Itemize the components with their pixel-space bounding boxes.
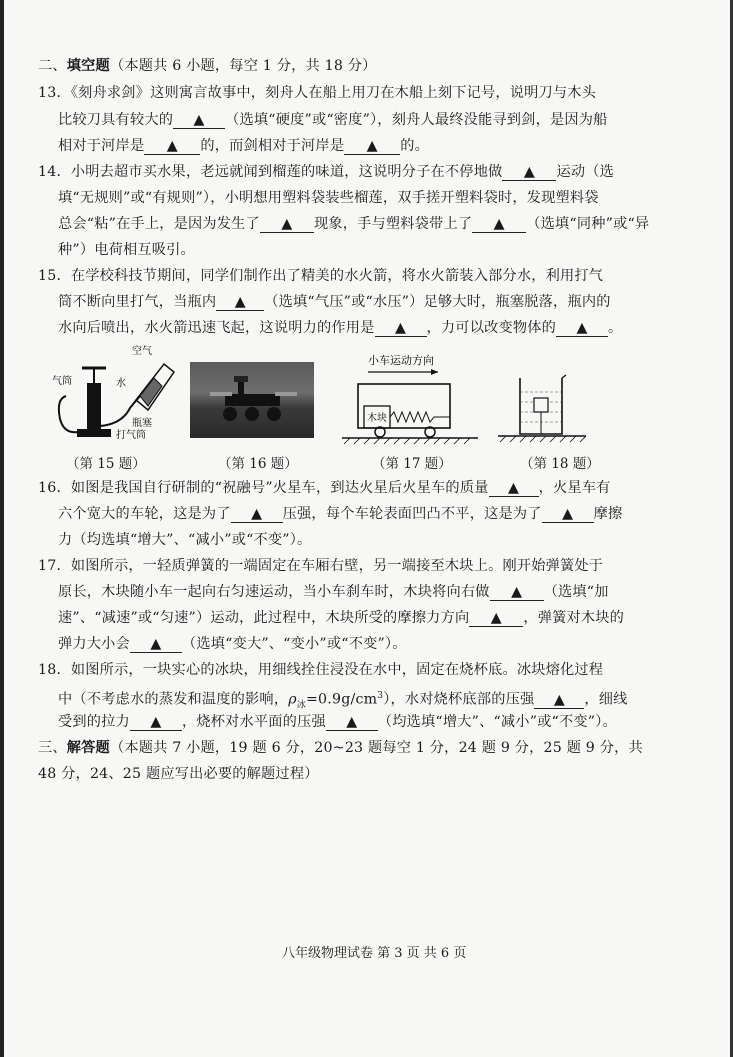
q13-line-2 <box>58 110 608 130</box>
blank-mark: ▲ <box>346 714 358 730</box>
q14-line-1 <box>38 162 614 182</box>
q18-line-1 <box>38 660 603 680</box>
section-number: 三、 <box>38 740 67 756</box>
pump-base <box>78 430 110 436</box>
label-water: 水 <box>116 378 126 389</box>
answer-blank[interactable] <box>534 692 584 709</box>
answer-blank[interactable] <box>144 138 200 155</box>
blank-mark: ▲ <box>511 584 523 600</box>
blank-mark: ▲ <box>508 480 520 496</box>
ice-block <box>534 398 548 412</box>
text: 运动（选 <box>556 164 615 180</box>
answer-blank[interactable] <box>231 506 283 523</box>
blank-mark: ▲ <box>193 112 205 128</box>
section-title: 解答题 <box>66 740 110 756</box>
blank-mark: ▲ <box>166 138 178 154</box>
figure-18-beaker-ice <box>496 372 588 444</box>
text: 比较刀具有较大的 <box>58 112 174 128</box>
section-note: （本题共 6 小题，每空 1 分，共 18 分） <box>109 58 377 74</box>
blank-mark: ▲ <box>576 320 588 336</box>
blank-mark: ▲ <box>281 216 293 232</box>
q17-line-3 <box>58 608 624 628</box>
text: 总会“粘”在手上，是因为发生了 <box>58 216 260 232</box>
q15-line-3 <box>58 318 622 338</box>
text: 的，而剑相对于河岸是 <box>200 138 345 154</box>
text: 相对于河岸是 <box>58 138 145 154</box>
text: ，烧杯对水平面的压强 <box>181 714 326 730</box>
scan-edge-left <box>0 0 4 1057</box>
text: 中（不考虑水的蒸发和温度的影响， <box>58 691 289 708</box>
text: 种”）电荷相互吸引。 <box>58 242 195 258</box>
figure-16-mars-rover-photo <box>190 362 314 438</box>
text: 弹力大小会 <box>58 636 130 652</box>
answer-blank[interactable] <box>260 216 314 233</box>
text: 速”、“减速”或“匀速”）运动，此过程中，木块所受的摩擦力方向 <box>58 610 470 626</box>
text: 填“无规则”或“有规则”），小明想用塑料袋装些榴莲，双手搓开塑料袋时，发现塑料袋 <box>58 190 599 206</box>
text: （选填“加 <box>543 584 609 600</box>
figure-15-water-rocket <box>52 344 182 444</box>
answer-blank[interactable] <box>173 112 225 129</box>
section-2-header <box>38 56 377 76</box>
caption-fig-18: （第 18 题） <box>520 456 600 472</box>
blank-mark: ▲ <box>251 506 263 522</box>
blank-mark: ▲ <box>523 164 536 180</box>
q13-line-3 <box>58 136 429 156</box>
rho-subscript: 冰 <box>296 700 306 711</box>
text: （选填“气压”或“水压”）足够大时，瓶塞脱落，瓶内的 <box>264 294 611 310</box>
section-title: 填空题 <box>66 58 110 74</box>
blank-mark: ▲ <box>493 216 505 232</box>
q17-line-4 <box>58 634 407 654</box>
caption-fig-15: （第 15 题） <box>66 456 146 472</box>
pump-body <box>88 384 100 432</box>
text: 受到的拉力 <box>58 714 130 730</box>
pump-hose <box>59 396 90 432</box>
answer-blank[interactable] <box>556 320 608 337</box>
q16-line-1 <box>38 478 611 498</box>
rover-silhouette <box>190 362 314 438</box>
answer-blank[interactable] <box>502 164 556 181</box>
label-pump: 气筒 <box>52 376 72 387</box>
unit-superscript: 3 <box>377 691 384 701</box>
answer-blank[interactable] <box>469 610 523 627</box>
answer-blank[interactable] <box>375 320 427 337</box>
q15-line-2 <box>58 292 611 312</box>
text: 压强，每个车轮表面凹凸不平，这是为了 <box>282 506 542 522</box>
answer-blank[interactable] <box>472 216 526 233</box>
text: 16．如图是我国自行研制的“祝融号”火星车，到达火星后火星车的质量 <box>38 480 489 496</box>
section-3-header <box>38 738 643 758</box>
caption-fig-16: （第 16 题） <box>218 456 298 472</box>
text: 摩擦 <box>593 506 623 522</box>
text: 14．小明去超市买水果，老远就闻到榴莲的味道，这说明分子在不停地做 <box>38 164 503 180</box>
q13-line-1 <box>38 83 596 103</box>
q17-line-2 <box>58 582 609 602</box>
q14-line-2 <box>58 188 599 208</box>
q15-line-1 <box>38 266 603 286</box>
text: 力（均选填“增大”、“减小”或“不变”）。 <box>58 532 312 548</box>
label-pump-2: 打气筒 <box>116 430 146 441</box>
answer-blank[interactable] <box>216 294 264 311</box>
text: 13．《刻舟求剑》这则寓言故事中，刻舟人在船上用刀在木船上刻下记号，说明刀与木头 <box>38 85 597 101</box>
rho-symbol: ρ <box>288 691 297 708</box>
text: ，力可以改变物体的 <box>426 320 557 336</box>
caption-fig-17: （第 17 题） <box>372 456 452 472</box>
blank-mark: ▲ <box>150 636 162 652</box>
q16-line-2 <box>58 504 622 524</box>
answer-blank[interactable] <box>542 506 594 523</box>
label-direction: 小车运动方向 <box>368 354 434 367</box>
figure-17-cart-spring <box>338 350 480 445</box>
text: （选填“同种”或“异 <box>526 216 650 232</box>
spring <box>390 412 450 422</box>
text: 15．在学校科技节期间，同学们制作出了精美的水火箭，将水火箭装入部分水，利用打气 <box>38 268 604 284</box>
blank-mark: ▲ <box>490 610 502 626</box>
label-stopper: 瓶塞 <box>132 418 152 429</box>
text: 18．如图所示，一块实心的冰块，用细线拴住浸没在水中，固定在烧杯底。冰块熔化过程 <box>38 662 604 678</box>
text: 的。 <box>400 138 429 154</box>
text: ），水对烧杯底部的压强 <box>383 691 535 708</box>
text: 。 <box>608 320 623 336</box>
label-air: 空气 <box>132 346 152 357</box>
q16-line-3 <box>58 530 311 550</box>
text: （选填“变大”、“变小”或“不变”）。 <box>181 636 407 652</box>
text: 现象，手与塑料袋带上了 <box>313 216 473 232</box>
blank-mark: ▲ <box>150 714 162 730</box>
answer-blank[interactable] <box>344 138 400 155</box>
text: =0.9g/cm <box>305 691 378 708</box>
blank-mark: ▲ <box>234 294 246 310</box>
label-block: 木块 <box>367 413 387 424</box>
text: 筒不断向里打气，当瓶内 <box>58 294 217 310</box>
text: 六个宽大的车轮，这是为了 <box>58 506 231 522</box>
blank-mark: ▲ <box>366 138 378 154</box>
text: ，弹簧对木块的 <box>523 610 625 626</box>
blank-mark: ▲ <box>562 506 574 522</box>
q14-line-4 <box>58 240 195 260</box>
water <box>140 378 162 406</box>
page-footer: 八年级物理试卷 第 3 页 共 6 页 <box>282 946 467 961</box>
blank-mark: ▲ <box>553 691 565 708</box>
text: （选填“硬度”或“密度”），刻舟人最终没能寻到剑，是因为船 <box>225 112 608 128</box>
answer-blank[interactable] <box>130 714 182 731</box>
text: 原长，木块随小车一起向右匀速运动，当小车刹车时，木块将向右做 <box>58 584 490 600</box>
q18-line-3 <box>58 712 617 732</box>
text: （均选填“增大”、“减小”或“不变”）。 <box>377 714 617 730</box>
answer-blank[interactable] <box>490 584 544 601</box>
text: 水向后喷出，水火箭迅速飞起，这说明力的作用是 <box>58 320 375 336</box>
section-number: 二、 <box>38 58 67 74</box>
section-note: 48 分，24、25 题应写出必要的解题过程） <box>38 766 319 782</box>
text: 17．如图所示，一轻质弹簧的一端固定在车厢右壁，另一端接至木块上。刚开始弹簧处于 <box>38 558 604 574</box>
section-note: （本题共 7 小题，19 题 6 分，20~23 题每空 1 分，24 题 9 分，25 题 9 分，共 <box>109 740 643 756</box>
text: ，火星车有 <box>538 480 611 496</box>
text: ，细线 <box>584 691 628 708</box>
answer-blank[interactable] <box>130 636 182 653</box>
blank-mark: ▲ <box>394 320 407 336</box>
answer-blank[interactable] <box>326 714 378 731</box>
section-3-header-cont <box>38 764 319 784</box>
answer-blank[interactable] <box>489 480 539 497</box>
q14-line-3 <box>58 214 649 234</box>
q17-line-1 <box>38 556 603 576</box>
